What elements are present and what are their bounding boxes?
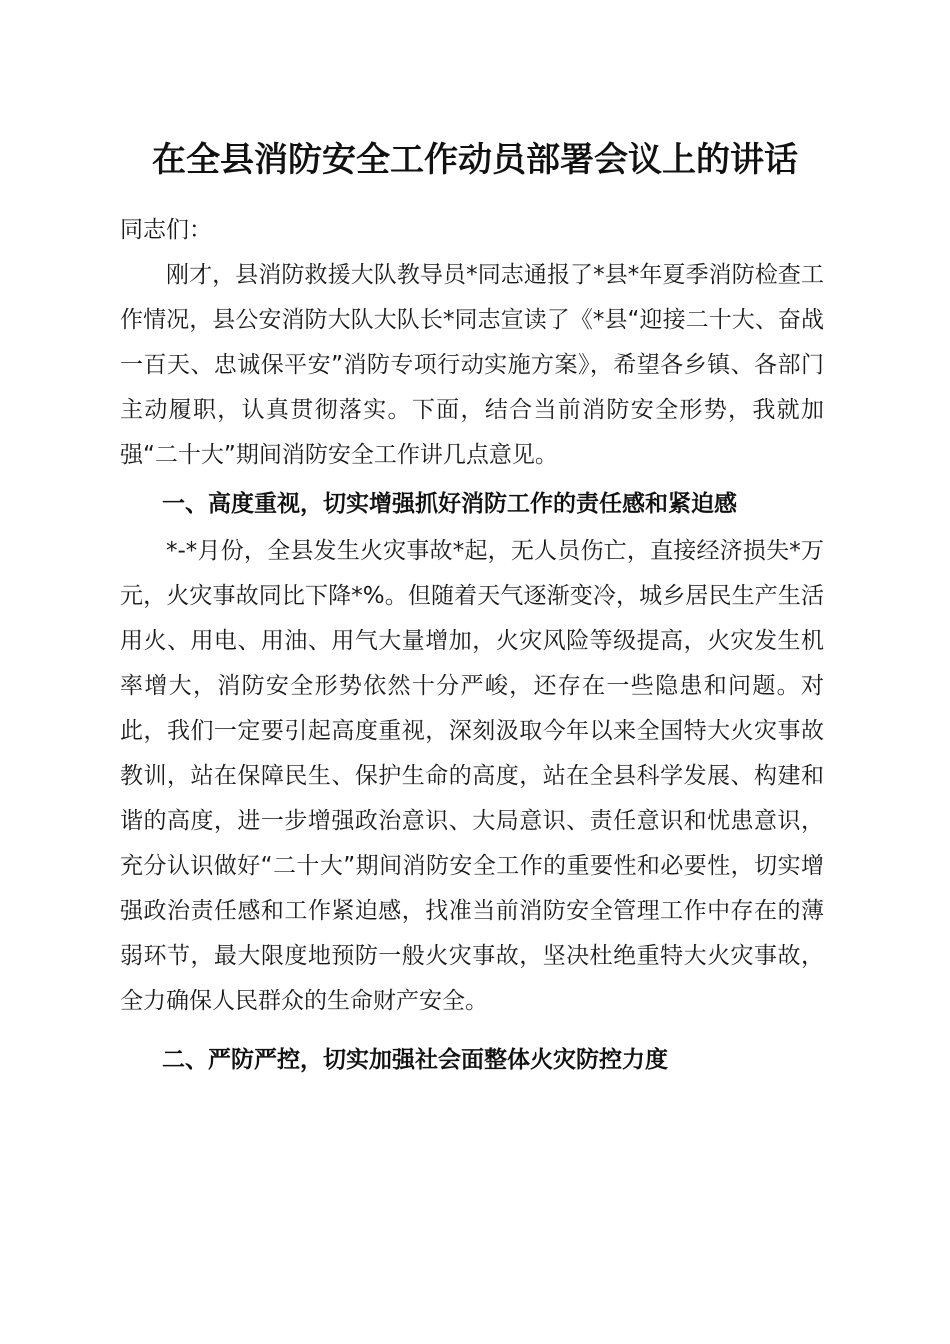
section-2-heading: 二、严防严控，切实加强社会面整体火灾防控力度: [162, 1047, 668, 1073]
intro-paragraph: 刚才，县消防救援大队教导员*同志通报了*县*年夏季消防检查工作情况，县公安消防大队大队长*同志宣读了《*县“迎接二十大、奋战一百天、忠诚保平安”消防专项行动实施方案》，希望各乡镇、各部门主动履职，认真贯彻落实。下面，结合当前消防安全形势，我就加强“二十大”期间消防安全工作讲几点意见。: [120, 262, 824, 468]
document-title: 在全县消防安全工作动员部署会议上的讲话: [152, 140, 798, 180]
salutation: 同志们：: [120, 217, 212, 243]
section-1-heading: 一、高度重视，切实增强抓好消防工作的责任感和紧迫感: [162, 491, 737, 517]
document-body: [120, 208, 824, 1083]
section-1-paragraph: *-*月份，全县发生火灾事故*起，无人员伤亡，直接经济损失*万元，火灾事故同比下降*%。但随着天气逐渐变冷，城乡居民生产生活用火、用电、用油、用气大量增加，火灾风险等级提高，火灾发生机率增大，消防安全形势依然十分严峻，还存在一些隐患和问题。对此，我们一定要引起高度重视，深刻汲取今年以来全国特大火灾事故教训，站在保障民生、保护生命的高度，站在全县科学发展、构建和谐的高度，进一步增强政治意识、大局意识、责任意识和忧患意识，充分认识做好“二十大”期间消防安全工作的重要性和必要性，切实增强政治责任感和工作紧迫感，找准当前消防安全管理工作中存在的薄弱环节，最大限度地预防一般火灾事故，坚决杜绝重特大火灾事故，全力确保人民群众的生命财产安全。: [120, 538, 824, 1014]
